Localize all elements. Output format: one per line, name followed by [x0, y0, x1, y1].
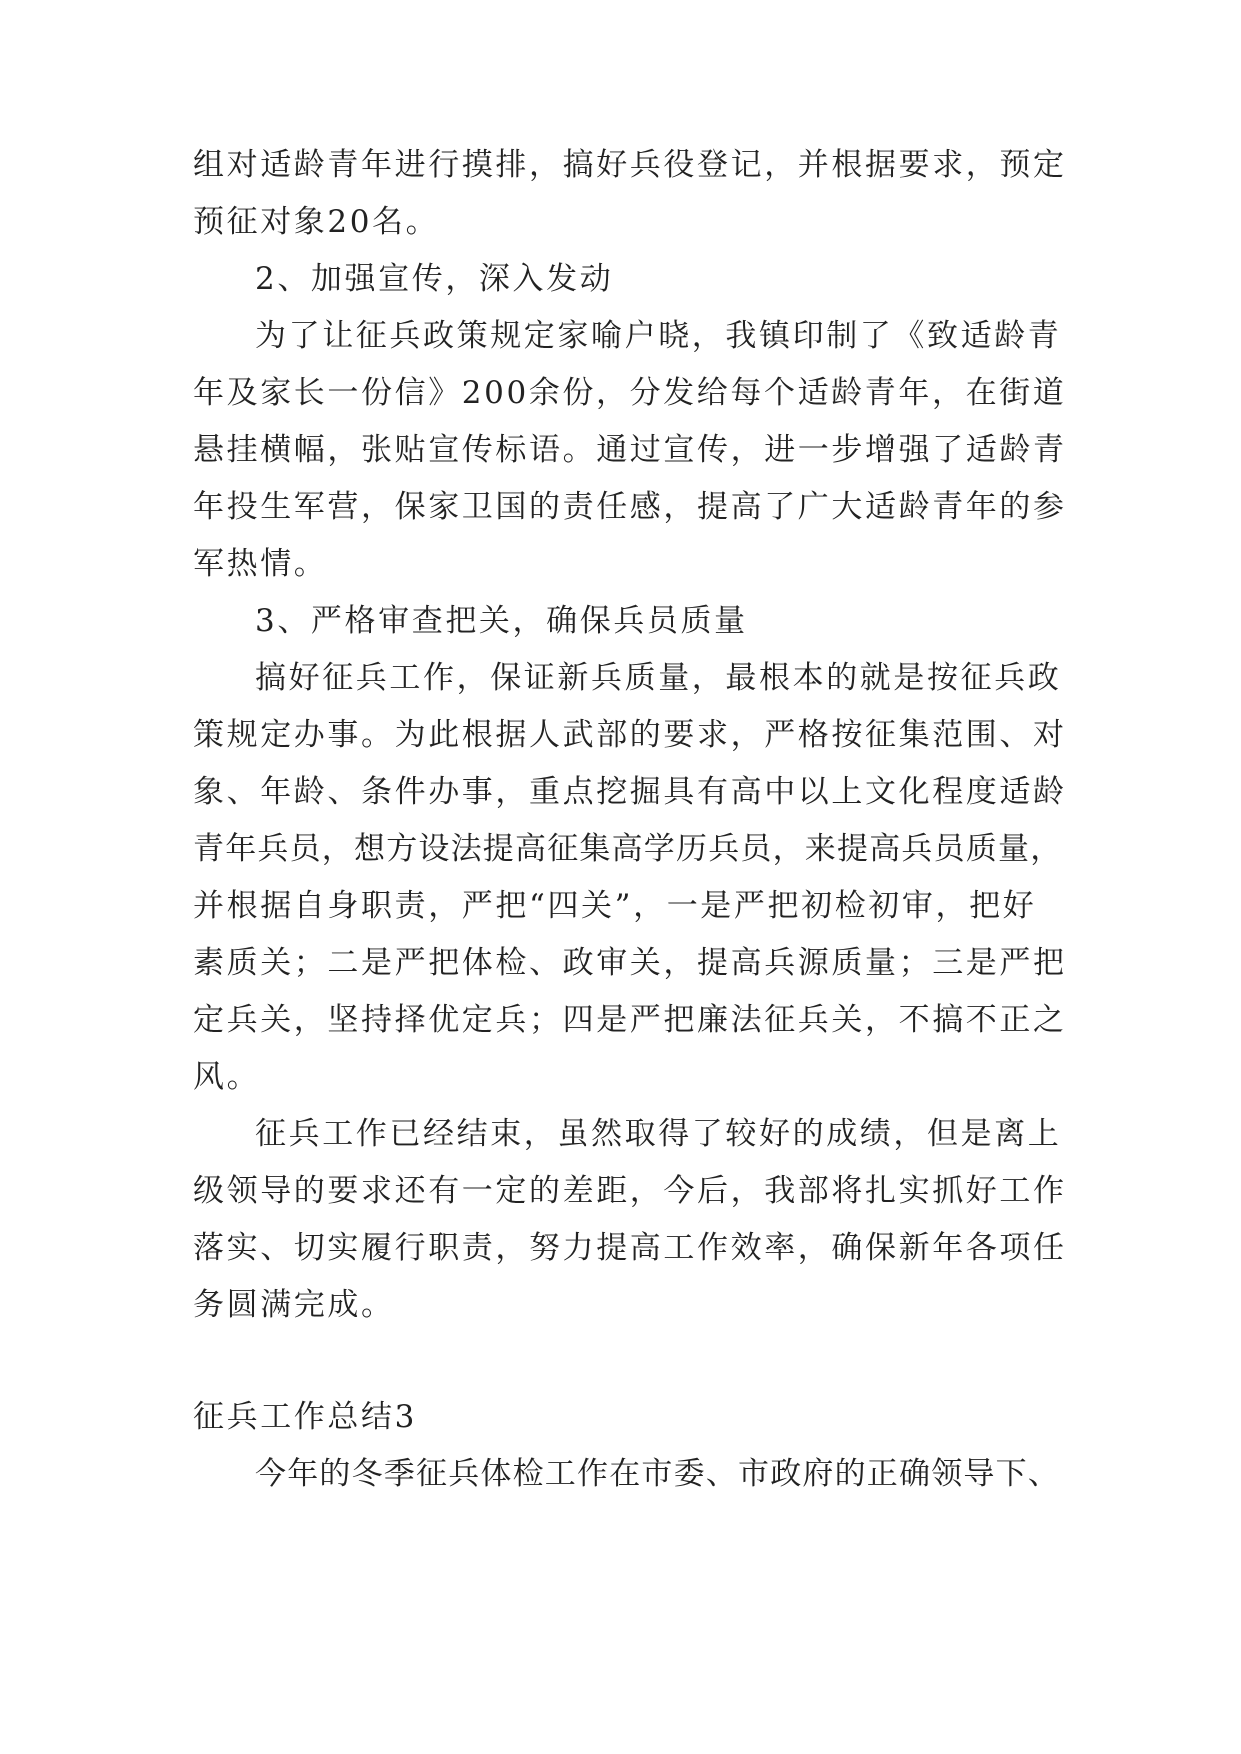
body-line: 象、年龄、条件办事，重点挖掘具有高中以上文化程度适龄 [193, 774, 1067, 810]
body-line: 落实、切实履行职责，努力提高工作效率，确保新年各项任 [193, 1230, 1067, 1266]
body-line: 素质关；二是严把体检、政审关，提高兵源质量；三是严把 [193, 945, 1067, 981]
body-line: 风。 [193, 1059, 261, 1095]
body-line: 悬挂横幅，张贴宣传标语。通过宣传，进一步增强了适龄青 [193, 432, 1067, 468]
paragraph-first-line: 搞好征兵工作，保证新兵质量，最根本的就是按征兵政 [255, 660, 1062, 696]
body-line: 务圆满完成。 [193, 1287, 395, 1323]
body-line: 级领导的要求还有一定的差距，今后，我部将扎实抓好工作 [193, 1173, 1067, 1209]
body-line: 并根据自身职责，严把“四关”，一是严把初检初审，把好 [193, 888, 1037, 924]
body-line: 年及家长一份信》200余份，分发给每个适龄青年，在街道 [193, 375, 1067, 411]
body-line: 定兵关，坚持择优定兵；四是严把廉法征兵关，不搞不正之 [193, 1002, 1067, 1038]
body-line: 军热情。 [193, 546, 328, 582]
body-line: 年投生军营，保家卫国的责任感，提高了广大适龄青年的参 [193, 489, 1067, 525]
body-line: 预征对象20名。 [193, 204, 440, 240]
document-title: 征兵工作总结3 [193, 1399, 417, 1435]
section-heading: 3、严格审查把关，确保兵员质量 [255, 603, 748, 639]
body-line: 策规定办事。为此根据人武部的要求，严格按征集范围、对 [193, 717, 1067, 753]
body-line: 组对适龄青年进行摸排，搞好兵役登记，并根据要求，预定 [193, 147, 1067, 183]
section-heading: 2、加强宣传，深入发动 [255, 261, 614, 297]
paragraph-first-line: 今年的冬季征兵体检工作在市委、市政府的正确领导下、 [255, 1456, 1060, 1492]
paragraph-first-line: 为了让征兵政策规定家喻户晓，我镇印制了《致适龄青 [255, 318, 1062, 354]
body-line: 青年兵员，想方设法提高征集高学历兵员，来提高兵员质量， [193, 831, 1063, 867]
paragraph-first-line: 征兵工作已经结束，虽然取得了较好的成绩，但是离上 [255, 1116, 1062, 1152]
